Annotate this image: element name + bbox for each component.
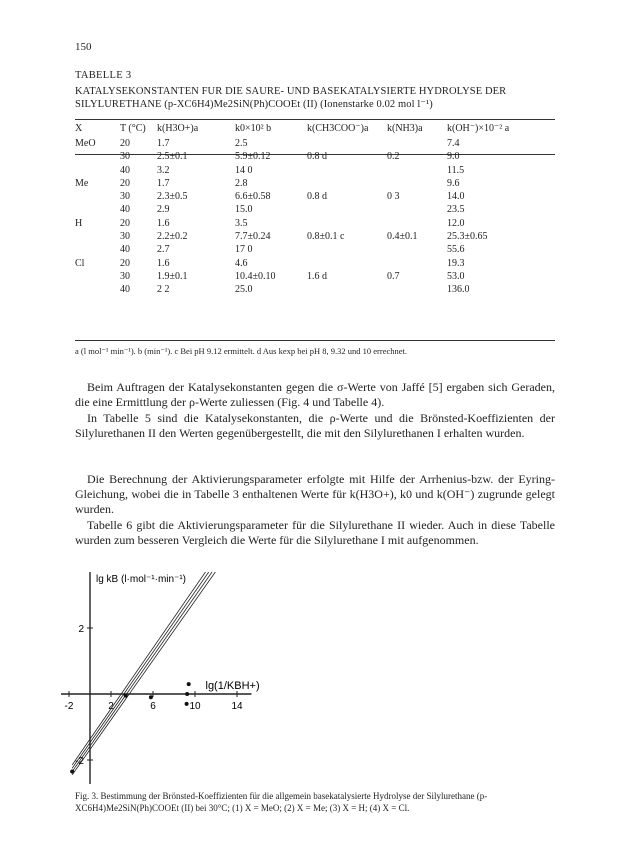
table-row (75, 217, 555, 230)
table-cell (75, 190, 120, 203)
table-cell: 40 (120, 284, 130, 296)
table-cell (387, 137, 447, 150)
table-cell: 2.8 (235, 177, 248, 189)
table-cell: MeO (75, 138, 96, 149)
header-k0: k0×10² b (235, 123, 272, 134)
table-footnote: a (l mol⁻¹ min⁻¹). b (min⁻¹). c Bei pH 9.12 ermittelt. d Aus kexp bei pH 8, 9.32 und 10 errechnet. (75, 346, 408, 356)
table-cell (387, 257, 447, 270)
table-row (75, 150, 555, 163)
y-tick-label: 2 (78, 624, 84, 635)
table-top-rule (75, 119, 555, 120)
table-cell: 1.6 d (307, 270, 327, 282)
chart-labels (65, 572, 260, 784)
table-row (75, 137, 555, 150)
table-cell: 5.9±0.12 (235, 151, 271, 163)
table-cell: 14 0 (235, 164, 253, 176)
page-number: 150 (75, 41, 92, 53)
table-cell: 9.0 (447, 151, 460, 163)
data-point (185, 702, 189, 706)
table-cell: 2.7 (157, 244, 170, 256)
table-cell: 2.9 (157, 204, 170, 216)
table-cell (307, 177, 387, 190)
table-cell (387, 203, 447, 216)
table-cell: 0.2 (387, 151, 400, 163)
table-cell: 12.0 (447, 217, 465, 229)
table-cell (387, 283, 447, 296)
table-row (75, 164, 555, 177)
y-axis-label: lg kB (l·mol⁻¹·min⁻¹) (96, 574, 186, 585)
data-point (185, 692, 189, 696)
catalysis-table (75, 123, 555, 297)
table-cell (387, 243, 447, 256)
table-cell (75, 164, 120, 177)
table-cell (75, 230, 120, 243)
header-k-acetate: k(CH3COO⁻)a (307, 123, 369, 134)
table-row (75, 203, 555, 216)
header-k-h3o: k(H3O+)a (157, 123, 199, 134)
table-cell: 7.4 (447, 138, 460, 149)
data-point (70, 770, 74, 774)
table-cell: 30 (120, 191, 130, 203)
header-x: X (75, 123, 83, 134)
chart-axes (61, 572, 252, 784)
table-cell: 1.7 (157, 138, 170, 149)
table-cell (387, 164, 447, 177)
table-cell (387, 217, 447, 230)
table-row (75, 177, 555, 190)
table-row (75, 230, 555, 243)
table-cell: 20 (120, 257, 130, 269)
table-label: TABELLE 3 (75, 70, 132, 81)
table-cell (307, 217, 387, 230)
table-cell: 4.6 (235, 257, 248, 269)
table-cell: 30 (120, 151, 130, 163)
table-cell: 15.0 (235, 204, 253, 216)
table-caption: KATALYSEKONSTANTEN FUR DIE SAURE- UND BASEKATALYSIERTE HYDROLYSE DER SILYLURETHANE (p-XC6H4)Me2SiN(Ph)COOEt (II) (Ionenstarke 0.02 mol l⁻¹) (75, 86, 507, 110)
table-cell (307, 137, 387, 150)
header-temperature: T (°C) (120, 123, 146, 134)
chart-series (72, 572, 232, 775)
table-cell: 17 0 (235, 244, 253, 256)
table-cell: 55.6 (447, 244, 465, 256)
table-bottom-rule (75, 340, 555, 341)
x-tick-label: 14 (231, 701, 243, 712)
table-cell: 30 (120, 270, 130, 282)
table-cell: 0.4±0.1 (387, 231, 418, 243)
table-row (75, 190, 555, 203)
table-cell: 30 (120, 231, 130, 243)
table-row (75, 270, 555, 283)
table-cell (75, 283, 120, 296)
table-cell: 6.6±0.58 (235, 191, 271, 203)
table-cell: 40 (120, 244, 130, 256)
data-point (124, 694, 128, 698)
table-header-row (75, 123, 555, 137)
table-cell: 1.6 (157, 217, 170, 229)
table-cell (387, 177, 447, 190)
table-cell (307, 243, 387, 256)
table-cell: 19.3 (447, 257, 465, 269)
table-cell: 20 (120, 138, 130, 149)
table-cell: 2.5±0.1 (157, 151, 188, 163)
table-cell: Me (75, 177, 89, 189)
table-cell: 7.7±0.24 (235, 231, 271, 243)
table-cell: 2.5 (235, 138, 248, 149)
table-cell: 40 (120, 204, 130, 216)
table-cell: 0 3 (387, 191, 400, 203)
chart-markers (70, 572, 195, 774)
header-k-oh: k(OH⁻)×10⁻² a (447, 123, 510, 134)
table-cell: 0.8±0.1 c (307, 231, 345, 243)
table-cell: 25.3±0.65 (447, 231, 488, 243)
table-cell: H (75, 217, 83, 229)
paragraph-4: Tabelle 6 gibt die Aktivierungsparameter für die Silylurethane II wieder. Auch in diese Tabelle wurden zum besseren Vergleich die Werte für die Silylurethane I mit aufgenommen. (75, 518, 555, 547)
header-k-nh3: k(NH3)a (387, 123, 423, 134)
bronsted-chart (60, 572, 360, 784)
table-cell: 136.0 (447, 284, 470, 296)
table-cell (307, 283, 387, 296)
table-cell: 20 (120, 177, 130, 189)
table-cell: 9.6 (447, 177, 460, 189)
paragraph-1: Beim Auftragen der Katalysekonstanten gegen die σ-Werte von Jaffé [5] ergaben sich Geraden, die eine Ermittlung der ρ-Werte zuliessen (Fig. 4 und Tabelle 4). (75, 380, 555, 409)
table-cell: 40 (120, 164, 130, 176)
table-cell: 2 2 (157, 284, 170, 296)
table-cell: 11.5 (447, 164, 465, 176)
table-cell: 23.5 (447, 204, 465, 216)
table-cell: 53.0 (447, 270, 465, 282)
table-cell (307, 203, 387, 216)
table-cell: 14.0 (447, 191, 465, 203)
table-cell: 2.2±0.2 (157, 231, 188, 243)
paragraph-3: Die Berechnung der Aktivierungsparameter erfolgte mit Hilfe der Arrhenius-bzw. der Eyring-Gleichung, wobei die in Tabelle 3 enthaltenen Werte für k(H3O+), k0 und k(OH⁻) zugrunde gelegt wurden. (75, 472, 555, 516)
y-tick-label: -2 (75, 756, 84, 767)
table-cell: Cl (75, 257, 85, 269)
table-cell: 1.7 (157, 177, 170, 189)
table-cell: 3.5 (235, 217, 248, 229)
table-cell: 0.8 d (307, 191, 327, 203)
table-cell: 10.4±0.10 (235, 270, 276, 282)
series-line-3 (72, 572, 232, 768)
table-cell (75, 243, 120, 256)
x-tick-label: -2 (64, 701, 74, 712)
table-cell: 25.0 (235, 284, 253, 296)
x-tick-label: 10 (189, 701, 201, 712)
figure-caption: Fig. 3. Bestimmung der Brönsted-Koeffizienten für die allgemein basekatalysierte Hydrolyse der Silylurethane (p-XC6H4)Me2SiN(Ph)COOEt (II) bei 30°C; (1) X = MeO; (2) X = Me; (3) X = H; (4) X = Cl. (75, 791, 488, 813)
table-cell: 20 (120, 217, 130, 229)
table-cell: 3.2 (157, 164, 170, 176)
table-row (75, 283, 555, 296)
x-tick-label: 2 (108, 701, 114, 712)
table-cell: 0.8 d (307, 151, 327, 163)
table-cell (307, 164, 387, 177)
table-row (75, 243, 555, 256)
table-row (75, 257, 555, 270)
table-cell (75, 270, 120, 283)
data-point (149, 695, 153, 699)
data-point (187, 682, 191, 686)
series-line-1 (72, 572, 232, 775)
table-cell: 1.6 (157, 257, 170, 269)
x-tick-label: 6 (150, 701, 156, 712)
series-line-4 (72, 572, 232, 765)
table-cell: 1.9±0.1 (157, 270, 188, 282)
x-axis-label: lg(1/KBH+) (205, 680, 260, 692)
table-cell (75, 203, 120, 216)
table-cell: 0.7 (387, 270, 400, 282)
table-cell (75, 150, 120, 163)
paragraph-2: In Tabelle 5 sind die Katalysekonstanten, die ρ-Werte und die Brönsted-Koeffizienten der Silylurethanen II den Werten gegenübergestellt, die mit den Silylurethanen I erhalten wurden. (75, 411, 555, 440)
table-cell: 2.3±0.5 (157, 191, 188, 203)
table-cell (307, 257, 387, 270)
